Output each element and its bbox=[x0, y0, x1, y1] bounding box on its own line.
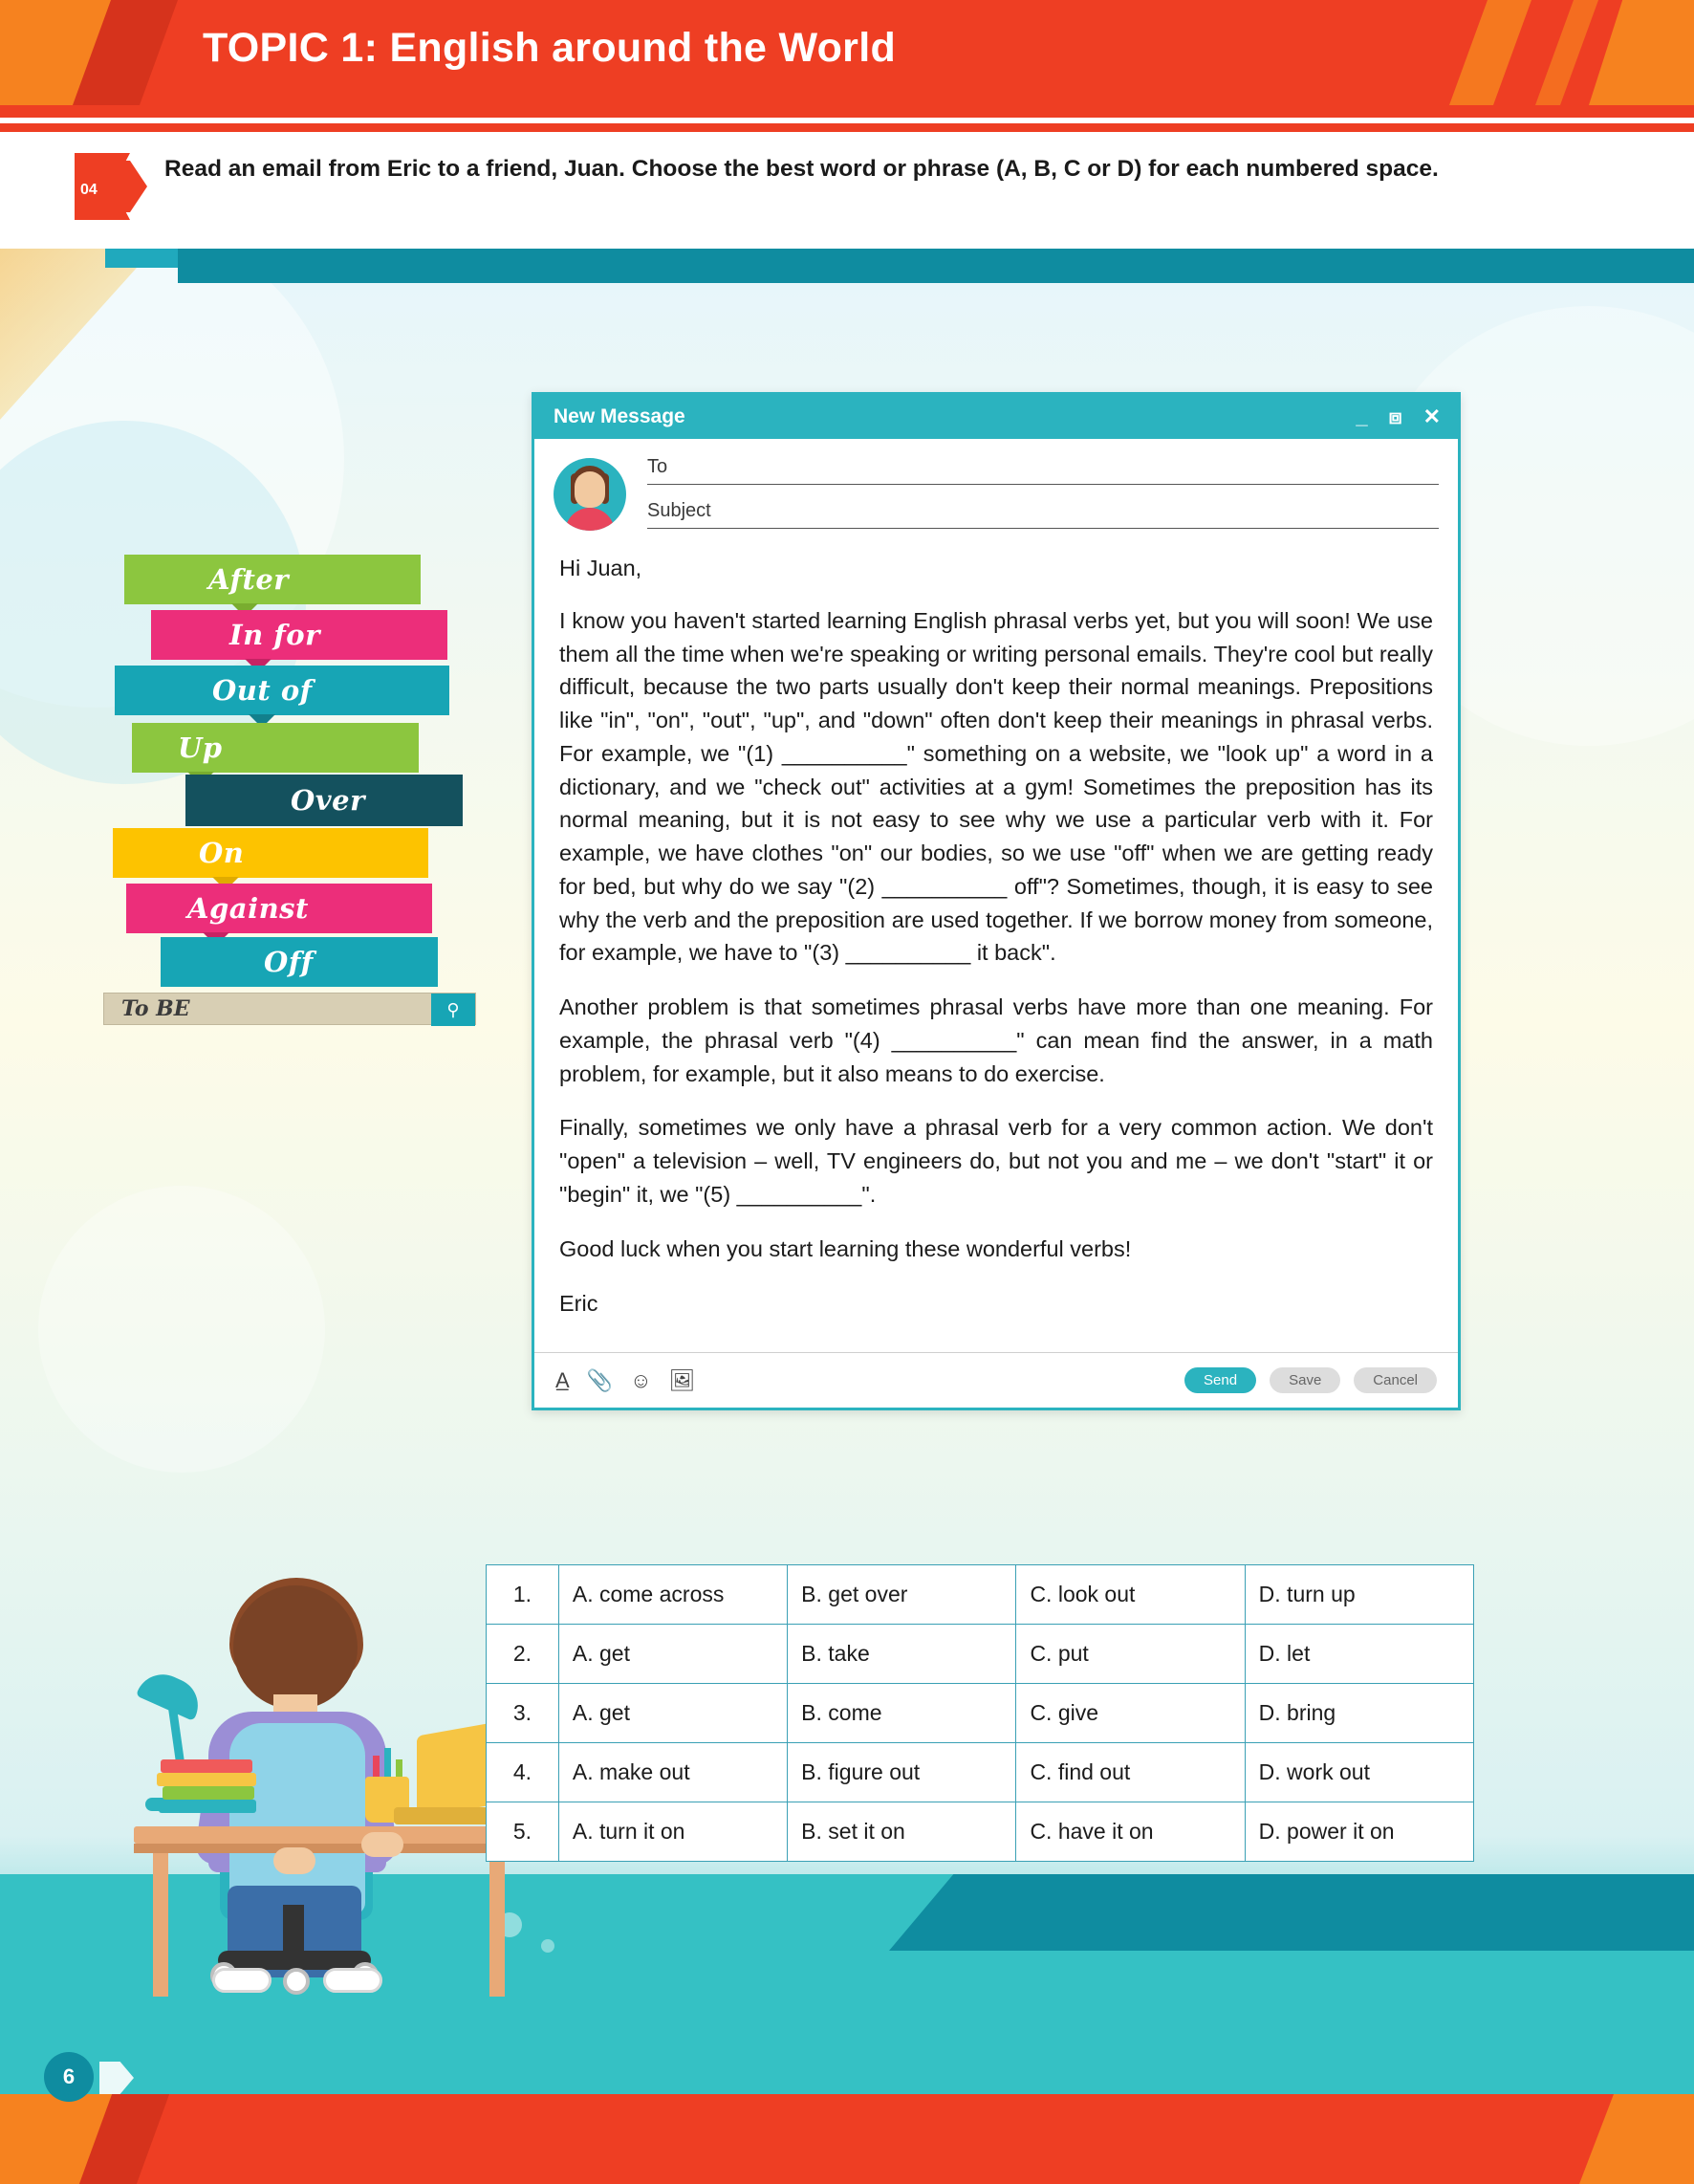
close-icon[interactable]: ✕ bbox=[1423, 404, 1441, 428]
ribbon-label: In for bbox=[229, 619, 320, 651]
desk-leg-right bbox=[489, 1853, 505, 1997]
avatar-face bbox=[575, 471, 605, 508]
answer-options-table bbox=[486, 1564, 1474, 1862]
ribbon-item bbox=[115, 666, 449, 715]
window-controls bbox=[1356, 395, 1441, 439]
email-paragraph-3: Finally, sometimes we only have a phrasal verb for a very common action. We don't "open" a television – well, TV engineers do, but not you and me – we don't "start" it or "begin" it, we "(5) __________". bbox=[559, 1115, 1433, 1208]
email-window-title: New Message bbox=[554, 405, 685, 427]
book-yellow bbox=[157, 1773, 256, 1786]
footer-right-shape bbox=[1579, 2094, 1694, 2184]
row-number: 4. bbox=[487, 1743, 559, 1802]
ribbon-label: Against bbox=[187, 892, 309, 925]
option-a[interactable]: A. turn it on bbox=[558, 1802, 787, 1862]
option-d[interactable]: D. turn up bbox=[1245, 1565, 1473, 1625]
option-d[interactable]: D. work out bbox=[1245, 1743, 1473, 1802]
ribbon-label: On bbox=[199, 837, 245, 869]
email-toolbar bbox=[534, 1352, 1458, 1408]
send-button[interactable]: Send bbox=[1184, 1367, 1256, 1393]
email-paragraph-4: Good luck when you start learning these wonderful verbs! bbox=[559, 1235, 1132, 1261]
banner-right-stripe-2 bbox=[1535, 0, 1598, 105]
ribbon-item bbox=[161, 937, 438, 987]
page-number: 6 bbox=[44, 2052, 94, 2102]
teal-bar-small bbox=[105, 249, 184, 268]
email-buttons bbox=[1184, 1367, 1437, 1393]
to-be-bar bbox=[103, 993, 476, 1025]
option-b[interactable]: B. figure out bbox=[788, 1743, 1016, 1802]
ribbon-item bbox=[151, 610, 447, 660]
option-c[interactable]: C. have it on bbox=[1016, 1802, 1245, 1862]
instruction-row bbox=[0, 132, 1694, 249]
row-number: 3. bbox=[487, 1684, 559, 1743]
option-d[interactable]: D. bring bbox=[1245, 1684, 1473, 1743]
row-number: 5. bbox=[487, 1802, 559, 1862]
option-b[interactable]: B. come bbox=[788, 1684, 1016, 1743]
boy-hand-right bbox=[361, 1832, 403, 1857]
avatar bbox=[554, 458, 626, 531]
search-icon[interactable]: ⚲ bbox=[431, 994, 475, 1026]
email-compose-window bbox=[532, 392, 1461, 1410]
shoe-right bbox=[323, 1968, 382, 1993]
page-title: TOPIC 1: English around the World bbox=[203, 25, 897, 71]
image-icon[interactable]: 🖼 bbox=[668, 1367, 696, 1392]
email-paragraph-2: Another problem is that sometimes phrasal verbs have more than one meaning. For example, the phrasal verb "(4) __________" can mean find the answer, in a math problem, for example, but it also means to do exercise. bbox=[559, 994, 1433, 1086]
ribbon-item bbox=[132, 723, 419, 773]
ribbon-item bbox=[185, 775, 463, 826]
desk-top bbox=[134, 1826, 516, 1844]
maximize-icon[interactable]: ⧈ bbox=[1388, 404, 1402, 428]
exercise-number-badge bbox=[75, 153, 151, 220]
cancel-button[interactable]: Cancel bbox=[1354, 1367, 1437, 1393]
chair-base bbox=[218, 1951, 371, 1970]
table-row bbox=[487, 1684, 1474, 1743]
attachment-icon[interactable]: 📎 bbox=[586, 1367, 614, 1392]
row-number: 1. bbox=[487, 1565, 559, 1625]
table-row bbox=[487, 1743, 1474, 1802]
preposition-ribbon-stack bbox=[103, 555, 467, 978]
chair-wheel-center bbox=[283, 1968, 310, 1995]
banner-right-end-shape bbox=[1589, 0, 1694, 105]
exercise-instruction: Read an email from Eric to a friend, Juan. Choose the best word or phrase (A, B, C or D) for each numbered space. bbox=[164, 156, 1439, 182]
table-row bbox=[487, 1625, 1474, 1684]
option-d[interactable]: D. let bbox=[1245, 1625, 1473, 1684]
desk-leg-left bbox=[153, 1853, 168, 1997]
bottom-bubble-2 bbox=[541, 1939, 554, 1953]
option-d[interactable]: D. power it on bbox=[1245, 1802, 1473, 1862]
table-row bbox=[487, 1565, 1474, 1625]
background-blob-4 bbox=[38, 1186, 325, 1473]
shoe-left bbox=[212, 1968, 271, 1993]
page-footer bbox=[0, 2094, 1694, 2184]
emoji-icon[interactable]: ☺ bbox=[630, 1367, 652, 1392]
book-red bbox=[161, 1759, 252, 1773]
book-green bbox=[163, 1786, 254, 1800]
option-c[interactable]: C. look out bbox=[1016, 1565, 1245, 1625]
ribbon-label: Out of bbox=[212, 674, 313, 707]
option-c[interactable]: C. put bbox=[1016, 1625, 1245, 1684]
save-button[interactable]: Save bbox=[1270, 1367, 1340, 1393]
option-c[interactable]: C. give bbox=[1016, 1684, 1245, 1743]
option-b[interactable]: B. take bbox=[788, 1625, 1016, 1684]
option-a[interactable]: A. come across bbox=[558, 1565, 787, 1625]
book-teal bbox=[159, 1800, 256, 1813]
table-row bbox=[487, 1802, 1474, 1862]
option-b[interactable]: B. get over bbox=[788, 1565, 1016, 1625]
ribbon-label: Off bbox=[264, 946, 314, 978]
desk-edge bbox=[134, 1844, 516, 1853]
bottom-dark-teal-shape bbox=[889, 1874, 1694, 1951]
email-signature: Eric bbox=[559, 1290, 598, 1316]
banner-right-stripe-1 bbox=[1449, 0, 1531, 105]
email-paragraph-1: I know you haven't started learning English phrasal verbs yet, but you will soon! We use them all the time when we're speaking or writing personal emails. They're cool but really difficult, because the two parts usually don't keep their normal meanings. Prepositions like "in", "on", "out", "up", and "down" often don't keep their meanings in phrasal verbs. For example, we "(1) __________" something on a website, we "look up" a word in a dictionary, and we "check out" activities at a gym! Sometimes the preposition has its normal meaning, but it is not easy to see why we use a particular verb with it. For example, we have clothes "on" our bodies, so we use "off" when we are getting ready for bed, but why do we say "(2) __________ off"? Sometimes, though, it is easy to see why the verb and the preposition are used together. If we borrow money from someone, for example, we have to "(3) __________ it back". bbox=[559, 607, 1433, 966]
email-greeting: Hi Juan, bbox=[559, 556, 642, 580]
email-body bbox=[534, 546, 1458, 1320]
format-text-icon[interactable]: A̲ bbox=[555, 1367, 570, 1392]
banner-underline-1 bbox=[0, 105, 1694, 118]
ribbon-label: Up bbox=[178, 732, 223, 764]
ribbon-item bbox=[113, 828, 428, 878]
to-be-label: To BE bbox=[121, 996, 190, 1021]
teal-bar-top bbox=[178, 249, 1694, 283]
ribbon-label: After bbox=[208, 563, 290, 596]
boy-head bbox=[233, 1585, 358, 1710]
email-titlebar bbox=[534, 395, 1458, 439]
option-a[interactable]: A. get bbox=[558, 1625, 787, 1684]
exercise-number: 04 bbox=[80, 182, 98, 198]
option-a[interactable]: A. make out bbox=[558, 1743, 787, 1802]
ribbon-label: Over bbox=[291, 784, 365, 817]
option-c[interactable]: C. find out bbox=[1016, 1743, 1245, 1802]
minimize-icon[interactable]: _ bbox=[1356, 404, 1368, 428]
subject-field[interactable]: Subject bbox=[647, 498, 1439, 529]
email-header-fields bbox=[534, 439, 1458, 546]
ribbon-item bbox=[126, 884, 432, 933]
banner-underline-3 bbox=[0, 123, 1694, 132]
ribbon-item bbox=[124, 555, 421, 604]
arrow-shape-right bbox=[109, 161, 147, 212]
option-a[interactable]: A. get bbox=[558, 1684, 787, 1743]
to-field[interactable]: To bbox=[647, 454, 1439, 485]
row-number: 2. bbox=[487, 1625, 559, 1684]
email-fields bbox=[647, 454, 1439, 542]
avatar-body bbox=[565, 508, 615, 531]
boy-hand-left bbox=[273, 1847, 315, 1874]
student-illustration bbox=[57, 1473, 507, 2008]
option-b[interactable]: B. set it on bbox=[788, 1802, 1016, 1862]
